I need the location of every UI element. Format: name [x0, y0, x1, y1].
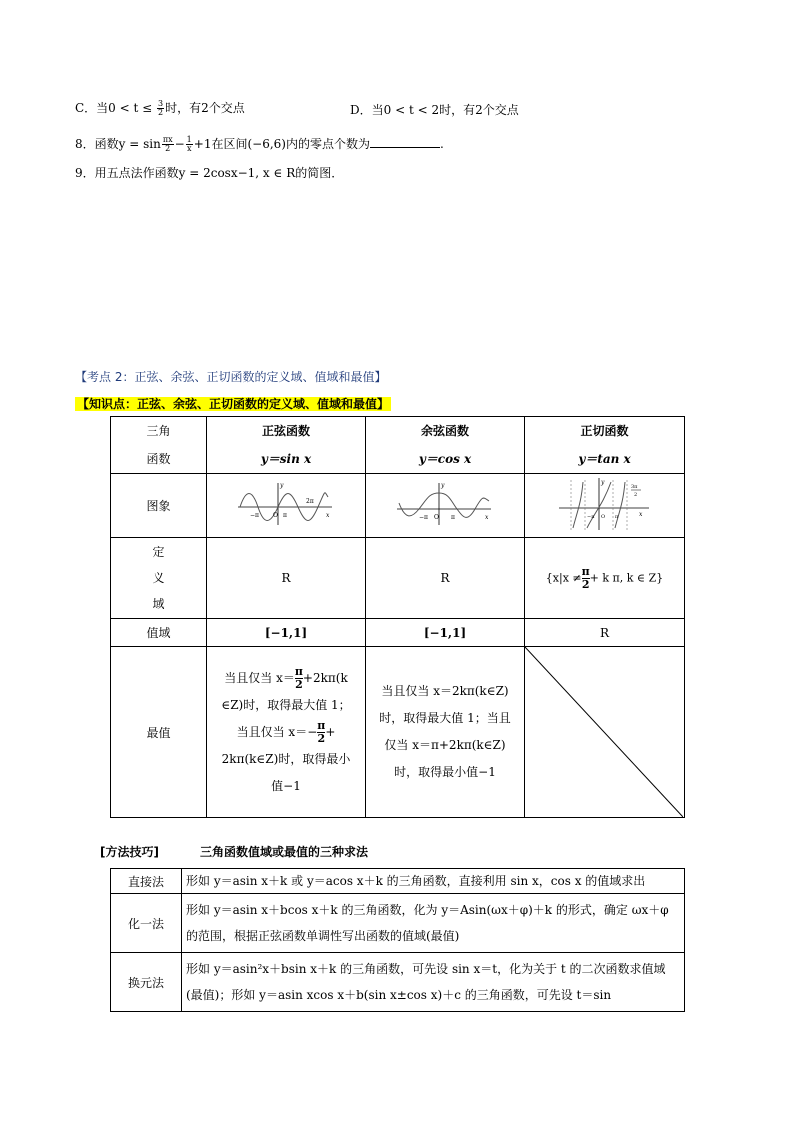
trig-properties-table [110, 416, 685, 818]
fraction: $\frac{\pi}{2}$ [294, 664, 303, 691]
range-cos: [−1,1] [366, 619, 525, 647]
range-tan: R [525, 619, 685, 647]
graph-sin [207, 474, 366, 538]
svg-text:x: x [485, 514, 489, 521]
fraction: $\frac{\pi x}{2}$ [162, 135, 173, 153]
svg-text:π: π [614, 514, 618, 520]
graph-cos [366, 474, 525, 538]
extremum-tan [525, 647, 685, 818]
header-cos: 余弦函数 y＝cos x [366, 417, 525, 474]
method-text: 形如 y＝asin x＋bcos x＋k 的三角函数，化为 y＝Asin(ωx＋φ)＋k 的形式，确定 ωx＋φ 的范围，根据正弦函数单调性写出函数的值域(最值) [182, 894, 685, 953]
fraction: $\frac{3}{2}$ [158, 99, 164, 117]
option-7c: C．当0 < t ≤ $\frac{3}{2}$ 时，有2个交点 [75, 99, 245, 117]
svg-text:O: O [273, 512, 278, 519]
domain-sin: R [207, 538, 366, 619]
methods-table [110, 868, 685, 1012]
range-sin: [−1,1] [207, 619, 366, 647]
extremum-sin: 当且仅当 x＝ $\frac{\pi}{2}$ +2kπ(k ∈Z)时，取得最大值 1； 当且仅当 x＝− $\frac{\pi}{2}$ + 2kπ(k∈Z)时，取得最小 值−1 [207, 647, 366, 818]
method-label: 化一法 [111, 894, 182, 953]
svg-text:π: π [283, 512, 287, 519]
method-title: 三角函数值域或最值的三种求法 [200, 845, 369, 859]
svg-text:−π: −π [586, 514, 594, 520]
fraction: $\frac{\pi}{2}$ [581, 564, 590, 591]
svg-text:−π: −π [250, 512, 259, 519]
header-cell: 三角 函数 [111, 417, 207, 474]
answer-blank[interactable] [370, 135, 440, 148]
header-sin: 正弦函数 y＝sin x [207, 417, 366, 474]
fraction: $\frac{1}{x}$ [186, 135, 192, 153]
diagonal-line [525, 647, 683, 817]
kaodian-heading: 【考点 2：正弦、余弦、正切函数的定义域、值域和最值】 [75, 370, 387, 384]
svg-text:y: y [441, 482, 445, 489]
cosine-graph [395, 479, 495, 529]
fraction: $\frac{\pi}{2}$ [317, 718, 326, 745]
option-7d: D．当0 < t < 2时，有2个交点 [350, 103, 519, 117]
row-label-range: 值域 [111, 619, 207, 647]
svg-text:2: 2 [633, 492, 637, 498]
tangent-graph [555, 476, 655, 532]
graph-tan [525, 474, 685, 538]
svg-text:π: π [451, 514, 455, 521]
svg-text:3π: 3π [630, 484, 637, 490]
svg-text:O: O [600, 514, 605, 520]
method-text: 形如 y＝asin x＋k 或 y＝acos x＋k 的三角函数，直接利用 sin x，cos x 的值域求出 [182, 869, 685, 894]
svg-text:O: O [434, 514, 439, 521]
svg-text:−π: −π [419, 514, 428, 521]
row-label-graph: 图象 [111, 474, 207, 538]
svg-text:y: y [600, 479, 604, 486]
sine-graph [236, 479, 336, 529]
method-tag: [方法技巧] [100, 845, 159, 859]
row-label-extremum: 最值 [111, 647, 207, 818]
question-9: 9．用五点法作函数y = 2cosx−1, x ∈ R的简图． [75, 166, 344, 180]
domain-cos: R [366, 538, 525, 619]
svg-text:2π: 2π [306, 498, 314, 505]
svg-text:x: x [638, 511, 642, 518]
method-label: 直接法 [111, 869, 182, 894]
header-tan: 正切函数 y＝tan x [525, 417, 685, 474]
row-label-domain: 定 义 域 [111, 538, 207, 619]
question-8: 8．函数y = sin $\frac{\pi x}{2}$ − $\frac{1}{x}$ +1在区间(−6,6)内的零点个数为 . [75, 135, 444, 153]
method-label: 换元法 [111, 953, 182, 1012]
zhishidian-heading: 【知识点：正弦、余弦、正切函数的定义域、值域和最值】 [77, 397, 390, 411]
domain-tan: {x|x ≠ $\frac{\pi}{2}$ + k π, k ∈ Z} [525, 538, 685, 619]
method-text: 形如 y＝asin²x＋bsin x＋k 的三角函数，可先设 sin x＝t，化为关于 t 的二次函数求值域(最值)；形如 y＝asin xcos x＋b(sin x±cos x)＋c 的三角函数，可先设 t＝sin [182, 953, 685, 1012]
svg-text:x: x [326, 512, 330, 519]
svg-text:y: y [280, 482, 284, 489]
extremum-cos: 当且仅当 x＝2kπ(k∈Z) 时，取得最大值 1；当且 仅当 x＝π+2kπ(k∈Z) 时，取得最小值−1 [366, 647, 525, 818]
